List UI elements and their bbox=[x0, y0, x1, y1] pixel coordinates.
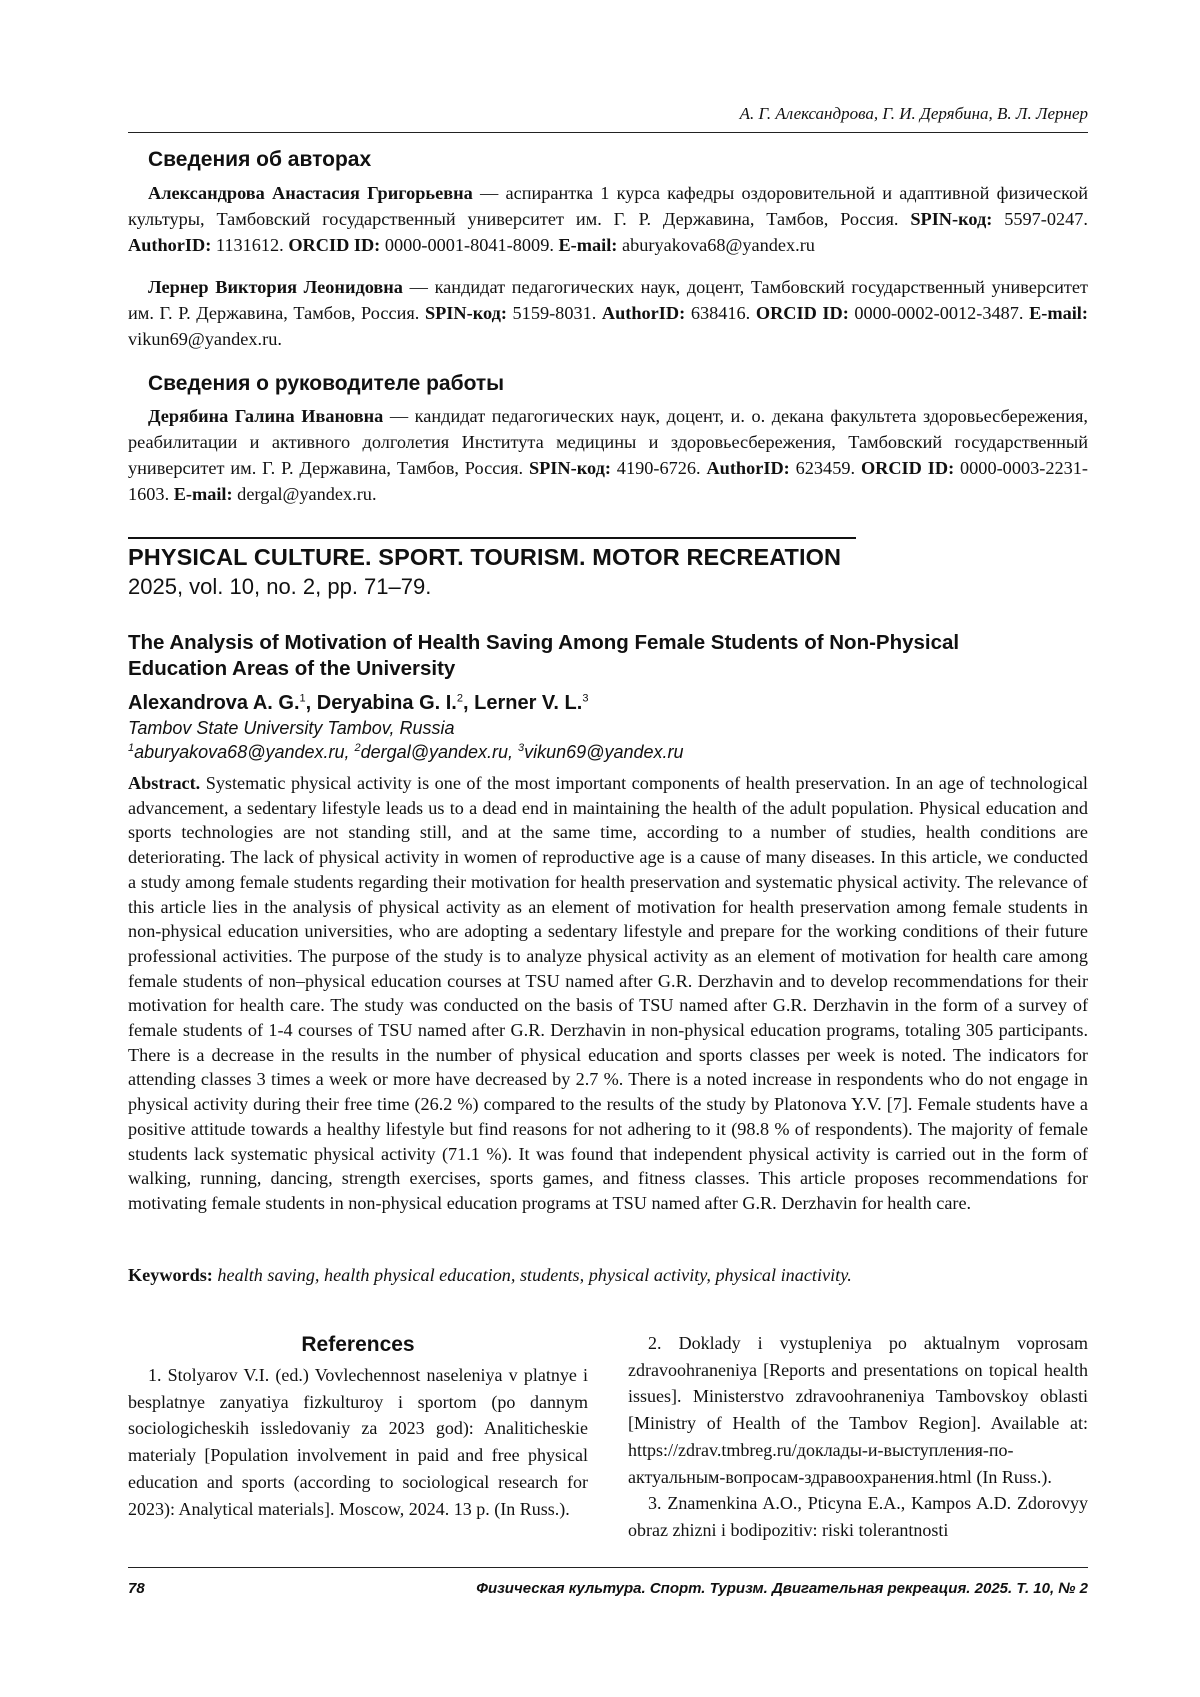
supervisor-orcid: 0000-0003-2231-1603. bbox=[128, 458, 1088, 504]
article-author-3: Lerner V. L. bbox=[474, 692, 583, 714]
author-3-sup: 3 bbox=[582, 692, 589, 705]
journal-rule bbox=[128, 537, 856, 539]
author1-spin: 5597-0247. bbox=[992, 209, 1088, 229]
keywords bbox=[128, 1265, 852, 1286]
author2-spin: 5159-8031. bbox=[506, 303, 602, 323]
email-2: dergal@yandex.ru, bbox=[360, 742, 519, 762]
supervisor-name: Дерябина Галина Ивановна bbox=[148, 406, 384, 426]
author-sep-1: , bbox=[305, 692, 317, 714]
email-1-sup: 1 bbox=[128, 742, 135, 754]
author2-info bbox=[128, 274, 1088, 352]
article-title: The Analysis of Motivation of Health Saving Among Female Students of Non-Physical Education Areas of the University bbox=[128, 631, 960, 680]
article-author-1: Alexandrova A. G. bbox=[128, 692, 300, 714]
references-title: References bbox=[301, 1333, 415, 1356]
abstract bbox=[128, 771, 1088, 1216]
author1-email-label: E-mail: bbox=[558, 235, 618, 255]
supervisor-desc: — кандидат педагогических наук, доцент, и. о. декана факультета здоровьесбережения, реабилитации и активного долголетия Института медицины и здоровьесбережения, Тамбовский государственный университет им. Г. Р. Державина, Тамбов, Россия. bbox=[128, 406, 1088, 478]
author1-orcid-label: ORCID ID: bbox=[288, 235, 381, 255]
journal-issue: 2025, vol. 10, no. 2, pp. 71–79. bbox=[128, 574, 432, 599]
email-2-sup: 2 bbox=[354, 742, 361, 754]
author2-authorid: 638416. bbox=[685, 303, 756, 323]
author2-orcid-label: ORCID ID: bbox=[755, 303, 849, 323]
references-column-left bbox=[128, 1330, 588, 1522]
supervisor-authorid: 623459. bbox=[789, 458, 861, 478]
email-3-sup: 3 bbox=[518, 742, 525, 754]
reference-item: 2. Doklady i vystupleniya po aktualnym voprosam zdravoohraneniya [Reports and presentations on topical health issues]. Ministerstvo zdravoohraneniya Tambovskoy oblasti [Ministry of Health of the Tambov Region]. Available at: https://zdrav.tmbreg.ru/доклады-и-выступления-по-актуальным-вопросам-здравоохранения.html (In Russ.). bbox=[628, 1333, 1088, 1487]
footer-rule bbox=[128, 1567, 1088, 1568]
supervisor-email: dergal@yandex.ru. bbox=[232, 484, 377, 504]
abstract-label: Abstract. bbox=[128, 773, 201, 793]
author2-authorid-label: AuthorID: bbox=[601, 303, 686, 323]
author1-spin-label: SPIN-код: bbox=[910, 209, 993, 229]
article-emails bbox=[128, 742, 684, 763]
author2-orcid: 0000-0002-0012-3487. bbox=[848, 303, 1030, 323]
reference-item: 1. Stolyarov V.I. (ed.) Vovlechennost naseleniya v platnye i besplatnye zanyatiya fizkulturoy i sportom (po dannym sociologicheskih issledovaniy za 2023 god): Analiticheskie materialy [Population involvement in paid and free physical education and sports (according to sociological research for 2023): Analytical materials]. Moscow, 2024. 13 p. (In Russ.). bbox=[128, 1365, 588, 1519]
email-3: vikun69@yandex.ru bbox=[524, 742, 684, 762]
author1-desc: — аспирантка 1 курса кафедры оздоровительной и адаптивной физической культуры, Тамбовский государственный университет им. Г. Р. Державина, Тамбов, Россия. bbox=[128, 183, 1088, 229]
supervisor-spin: 4190-6726. bbox=[610, 458, 707, 478]
author-sep-2: , bbox=[462, 692, 475, 714]
abstract-text: Systematic physical activity is one of the most important components of health preservation. In an age of technological advancement, a sedentary lifestyle leads us to a dead end in maintaining the health of the adult population. Physical education and sports technologies are not standing still, and at the same time, according to a number of studies, health conditions are deteriorating. The lack of physical activity in women of reproductive age is a cause of many diseases. In this article, we conducted a study among female students regarding their motivation for health preservation and systematic physical activity. The relevance of this article lies in the analysis of physical activity as an element of motivation for health preservation among female students in non-physical education universities, who are adopting a sedentary lifestyle and prepare for the working conditions of their future professional activities. The purpose of the study is to analyze physical activity as an element of motivation for health care among female students of non–physical education courses at TSU named after G.R. Derzhavin and to develop recommendations for their motivation for health care. The study was conducted on the basis of TSU named after G.R. Derzhavin in the form of a survey of female students of 1-4 courses of TSU named after G.R. Derzhavin in non-physical education programs, totaling 305 participants. There is a decrease in the results in the number of physical education and sports classes per week is noted. The indicators for attending classes 3 times a week or more have decreased by 2.7 %. There is a noted increase in respondents who do not engage in physical activity during their free time (26.2 %) compared to the results of the study by Platonova Y.V. [7]. Female students have a positive attitude towards a healthy lifestyle but find reasons for not adhering to it (98.8 % of respondents). The majority of female students lack systematic physical activity (71.1 %). It was found that independent physical activity is carried out in the form of walking, running, dancing, strength exercises, sports games, and fitness classes. This article proposes recommendations for motivating female students in non-physical education programs at TSU named after G.R. Derzhavin for health care. bbox=[128, 773, 1088, 1213]
author2-desc: — кандидат педагогических наук, доцент, Тамбовский государственный университет им. Г. Р. Державина, Тамбов, Россия. bbox=[128, 277, 1088, 323]
author1-authorid-label: AuthorID: bbox=[128, 235, 212, 255]
supervisor-authorid-label: AuthorID: bbox=[706, 458, 790, 478]
references-column-right bbox=[628, 1330, 1088, 1544]
author2-email: vikun69@yandex.ru. bbox=[128, 329, 282, 349]
article-author-2: Deryabina G. I. bbox=[316, 692, 457, 714]
author1-authorid: 1131612. bbox=[211, 235, 289, 255]
author1-info bbox=[128, 180, 1088, 258]
reference-item: 3. Znamenkina A.O., Pticyna E.A., Kampos A.D. Zdorovyy obraz zhizni i bodipozitiv: riski tolerantnosti bbox=[628, 1493, 1088, 1540]
supervisor-orcid-label: ORCID ID: bbox=[860, 458, 955, 478]
article-authors bbox=[128, 692, 588, 715]
author-1-sup: 1 bbox=[299, 692, 306, 705]
footer-journal: Физическая культура. Спорт. Туризм. Двигательная рекреация. 2025. Т. 10, № 2 bbox=[476, 1580, 1088, 1597]
page-number: 78 bbox=[128, 1580, 145, 1597]
supervisor-info bbox=[128, 403, 1088, 507]
author1-orcid: 0000-0001-8041-8009. bbox=[380, 235, 559, 255]
authors-section-title: Сведения об авторах bbox=[148, 148, 372, 171]
supervisor-section-title: Сведения о руководителе работы bbox=[148, 372, 505, 395]
keywords-text: health saving, health physical education, students, physical activity, physical inactivity. bbox=[212, 1265, 852, 1285]
author2-name: Лернер Виктория Леонидовна bbox=[148, 277, 403, 297]
header-rule bbox=[128, 132, 1088, 133]
author1-name: Александрова Анастасия Григорьевна bbox=[148, 183, 473, 203]
journal-title: PHYSICAL CULTURE. SPORT. TOURISM. MOTOR RECREATION bbox=[128, 544, 842, 570]
article-affiliation: Tambov State University Tambov, Russia bbox=[128, 718, 455, 738]
author-2-sup: 2 bbox=[456, 692, 463, 705]
running-head: А. Г. Александрова, Г. И. Дерябина, В. Л. Лернер bbox=[739, 104, 1088, 123]
supervisor-spin-label: SPIN-код: bbox=[528, 458, 611, 478]
author2-spin-label: SPIN-код: bbox=[424, 303, 507, 323]
author1-email: aburyakova68@yandex.ru bbox=[617, 235, 815, 255]
keywords-label: Keywords: bbox=[128, 1265, 213, 1285]
author2-email-label: E-mail: bbox=[1029, 303, 1088, 323]
supervisor-email-label: E-mail: bbox=[173, 484, 233, 504]
email-1: aburyakova68@yandex.ru, bbox=[134, 742, 355, 762]
